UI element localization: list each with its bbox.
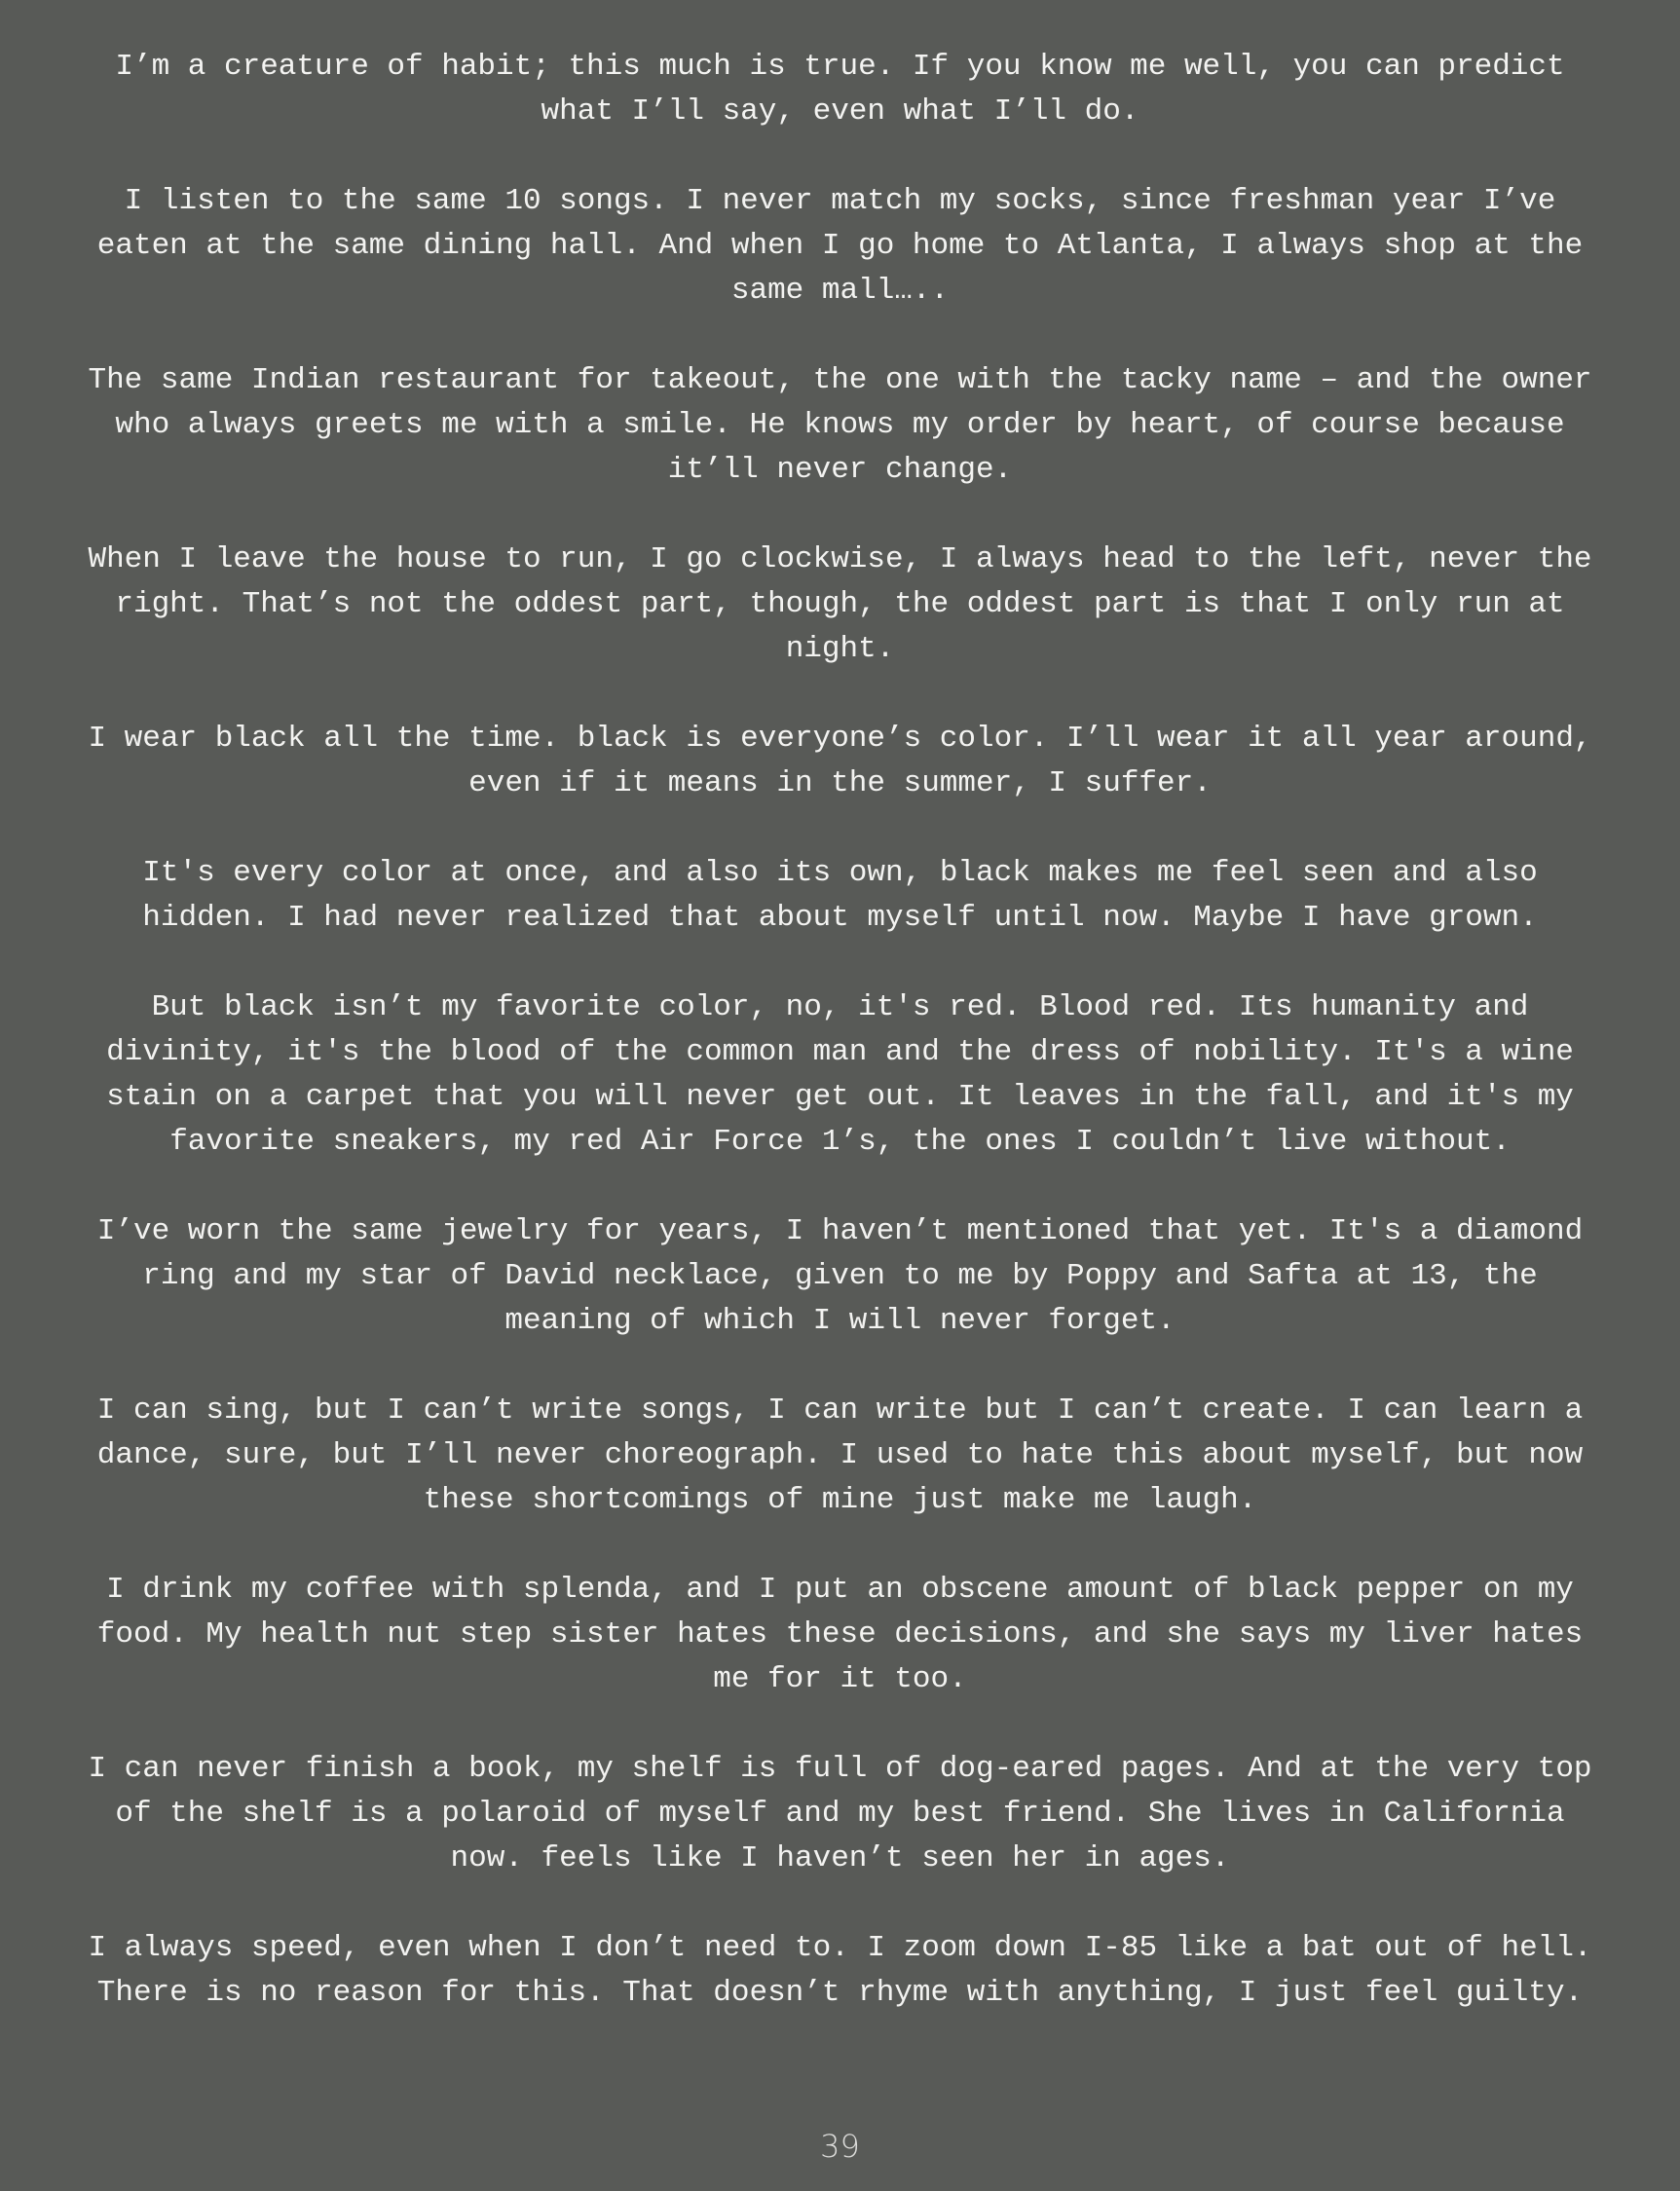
- paragraph: I can never finish a book, my shelf is full of dog-eared pages. And at the very top of the shelf is a polaroid of myself and my best friend. She lives in California now. feels like I haven’t seen her in ages.: [88, 1752, 1592, 1875]
- paragraph: I always speed, even when I don’t need to. I zoom down I-85 like a bat out of hell. There is no reason for this. That doesn’t rhyme with anything, I just feel guilty.: [88, 1931, 1592, 2010]
- paragraph: But black isn’t my favorite color, no, it's red. Blood red. Its humanity and divinity, it's the blood of the common man and the dress of nobility. It's a wine stain on a carpet that you will never get out. It leaves in the fall, and it's my favorite sneakers, my red Air Force 1’s, the ones I couldn’t live without.: [106, 990, 1574, 1159]
- page-number: 39: [820, 2128, 860, 2165]
- paragraph: The same Indian restaurant for takeout, the one with the tacky name – and the owner who always greets me with a smile. He knows my order by heart, of course because it’ll never change.: [88, 363, 1592, 487]
- paragraph: I wear black all the time. black is everyone’s color. I’ll wear it all year around, even if it means in the summer, I suffer.: [88, 722, 1592, 800]
- paragraph: I listen to the same 10 songs. I never match my socks, since freshman year I’ve eaten at the same dining hall. And when I go home to Atlanta, I always shop at the same mall…..: [96, 184, 1584, 308]
- paragraph: I’m a creature of habit; this much is true. If you know me well, you can predict what I’ll say, even what I’ll do.: [115, 50, 1565, 129]
- paragraph: I can sing, but I can’t write songs, I can write but I can’t create. I can learn a dance, sure, but I’ll never choreograph. I used to hate this about myself, but now these shortcomings of mine just make me laugh.: [96, 1393, 1584, 1517]
- paragraph: I’ve worn the same jewelry for years, I haven’t mentioned that yet. It's a diamond ring and my star of David necklace, given to me by Poppy and Safta at 13, the meaning of which I will never forget.: [96, 1214, 1584, 1338]
- paragraph: When I leave the house to run, I go clockwise, I always head to the left, never the right. That’s not the oddest part, though, the oddest part is that I only run at night.: [88, 542, 1592, 666]
- poem-body: [78, 45, 1602, 2016]
- paragraph: I drink my coffee with splenda, and I put an obscene amount of black pepper on my food. My health nut step sister hates these decisions, and she says my liver hates me for it too.: [96, 1573, 1584, 1696]
- paragraph: It's every color at once, and also its own, black makes me feel seen and also hidden. I had never realized that about myself until now. Maybe I have grown.: [142, 856, 1538, 935]
